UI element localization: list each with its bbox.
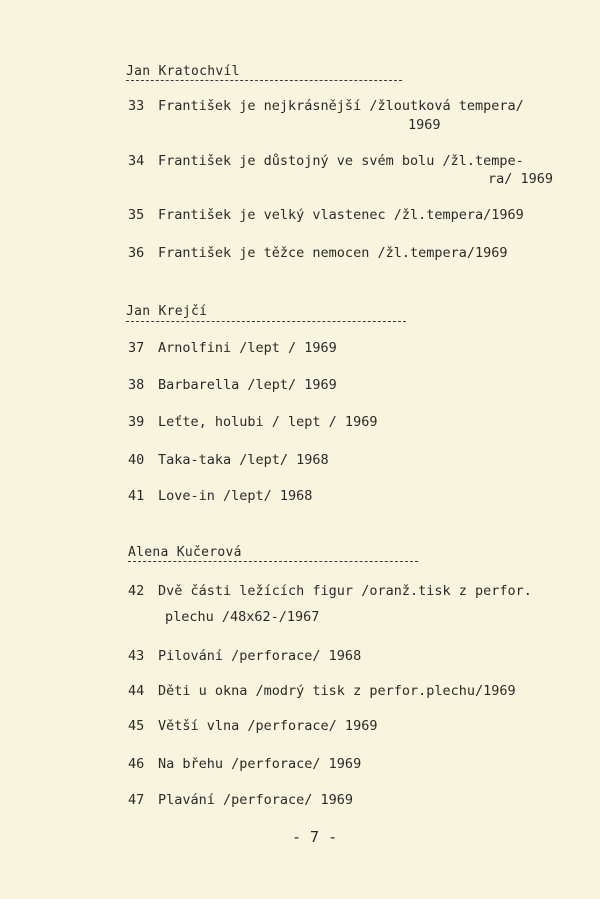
entry-text: Děti u okna /modrý tisk z perfor.plechu/1969	[158, 683, 516, 699]
catalog-entry	[128, 207, 524, 223]
entry-number: 43	[128, 648, 145, 664]
entry-text: Větší vlna /perforace/ 1969	[158, 718, 378, 734]
artist-underline	[126, 321, 406, 322]
catalog-entry	[128, 792, 353, 808]
entry-number: 37	[128, 340, 145, 356]
artist-underline	[126, 80, 402, 81]
catalog-entry	[128, 583, 532, 599]
entry-number: 38	[128, 377, 145, 393]
entry-number: 41	[128, 488, 145, 504]
entry-text: Plavání /perforace/ 1969	[158, 792, 354, 808]
entry-text: Love-in /lept/ 1968	[158, 488, 313, 504]
entry-text: Taka-taka /lept/ 1968	[158, 452, 329, 468]
entry-number: 44	[128, 683, 145, 699]
entry-text: Barbarella /lept/ 1969	[158, 377, 337, 393]
entry-number: 40	[128, 452, 145, 468]
catalog-entry	[128, 756, 361, 772]
entry-number: 34	[128, 153, 145, 169]
catalog-entry	[128, 377, 337, 393]
entry-text: František je důstojný ve svém bolu /žl.tempe-	[158, 153, 524, 169]
entry-number: 42	[128, 583, 145, 599]
entry-text: Arnolfini /lept / 1969	[158, 340, 337, 356]
entry-number: 45	[128, 718, 145, 734]
catalog-entry	[128, 153, 524, 169]
artist-name: Jan Krejčí	[126, 304, 208, 319]
entry-number: 39	[128, 414, 145, 430]
catalog-entry	[128, 452, 329, 468]
entry-number: 35	[128, 207, 145, 223]
entry-text: František je velký vlastenec /žl.tempera/1969	[158, 207, 524, 223]
entry-text: Na břehu /perforace/ 1969	[158, 756, 362, 772]
entry-number: 46	[128, 756, 145, 772]
catalog-entry	[128, 245, 508, 261]
entry-number: 33	[128, 98, 145, 114]
page-number: - 7 -	[292, 828, 338, 846]
artist-name: Jan Kratochvíl	[126, 64, 240, 79]
entry-number: 47	[128, 792, 145, 808]
entry-text: František je těžce nemocen /žl.tempera/1969	[158, 245, 508, 261]
catalog-entry	[128, 683, 516, 699]
catalog-entry	[128, 648, 361, 664]
catalog-entry	[128, 414, 377, 430]
entry-continuation: plechu /48x62-/1967	[165, 609, 320, 625]
catalog-entry	[128, 340, 337, 356]
entry-text: Leťte, holubi / lept / 1969	[158, 414, 378, 430]
catalog-entry	[128, 488, 312, 504]
entry-continuation: ra/ 1969	[488, 171, 554, 187]
entry-continuation: 1969	[408, 117, 441, 133]
entry-text: František je nejkrásnější /žloutková tempera/	[158, 98, 524, 114]
artist-underline	[128, 561, 418, 562]
entry-number: 36	[128, 245, 145, 261]
artist-name: Alena Kučerová	[128, 545, 242, 560]
catalog-entry	[128, 98, 524, 114]
entry-text: Dvě části ležících figur /oranž.tisk z perfor.	[158, 583, 532, 599]
entry-text: Pilování /perforace/ 1968	[158, 648, 362, 664]
catalog-entry	[128, 718, 377, 734]
